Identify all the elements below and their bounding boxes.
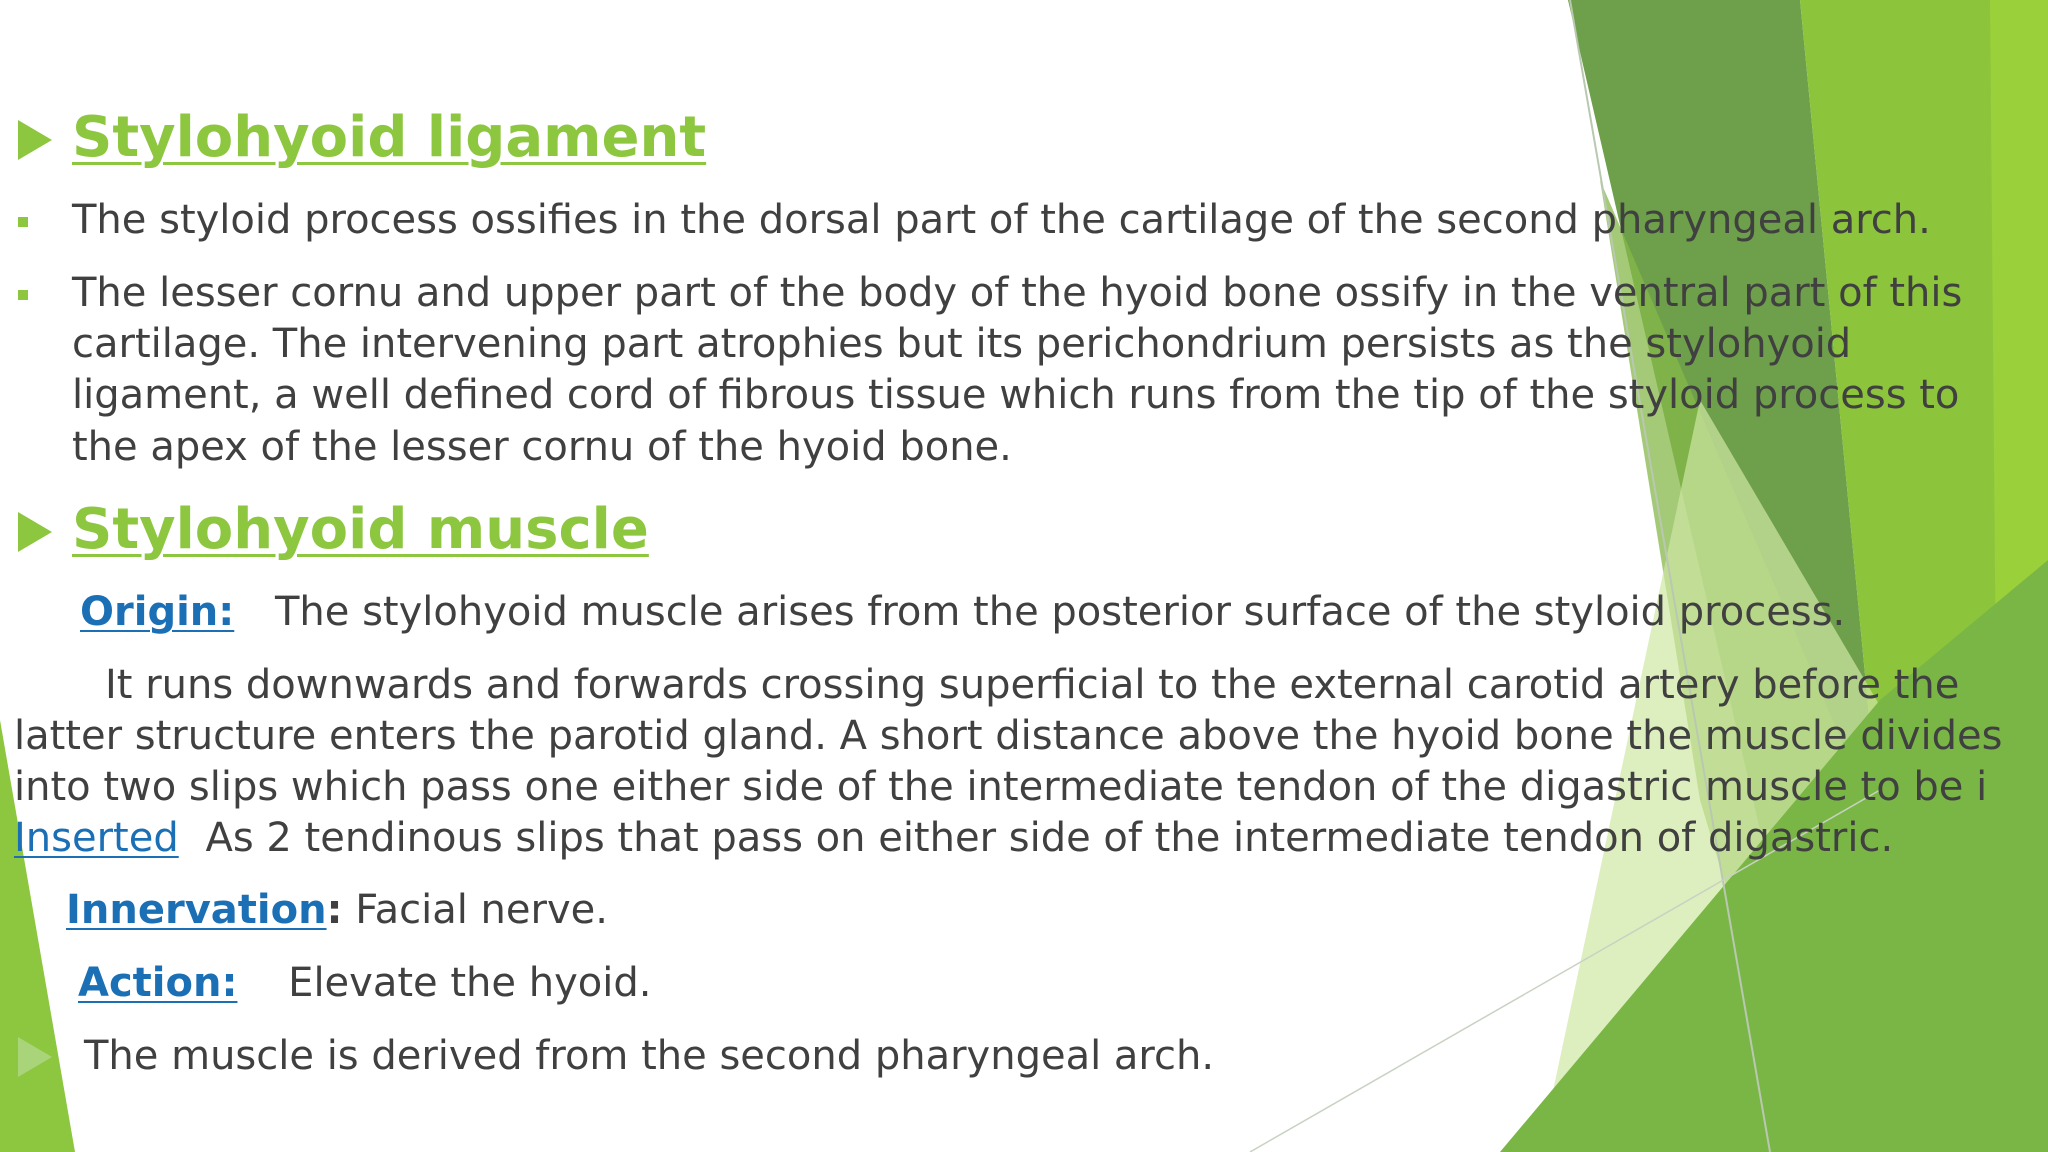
- inserted-text: As 2 tendinous slips that pass on either side of the intermediate tendon of digastric.: [205, 815, 1894, 861]
- triangle-bullet-icon: [18, 1037, 52, 1077]
- ligament-point-2-line-4: the apex of the lesser cornu of the hyoid bone.: [72, 424, 1012, 470]
- innervation-label: Innervation: [66, 887, 327, 933]
- triangle-bullet-icon: [18, 120, 52, 160]
- ligament-point-1: The styloid process ossifies in the dorsal part of the cartilage of the second pharyngeal arch.: [72, 197, 1931, 243]
- course-line-2: latter structure enters the parotid gland. A short distance above the hyoid bone the muscle divides: [14, 713, 2003, 759]
- origin-label: Origin:: [80, 589, 235, 635]
- ligament-point-2-line-3: ligament, a well defined cord of fibrous tissue which runs from the tip of the styloid process to: [72, 372, 1960, 418]
- triangle-bullet-icon: [18, 512, 52, 552]
- innervation-text: Facial nerve.: [342, 887, 608, 933]
- derivation-point: The muscle is derived from the second pharyngeal arch.: [84, 1033, 1215, 1079]
- inserted-label: Inserted: [14, 815, 179, 861]
- course-line-3: into two slips which pass one either side of the intermediate tendon of the digastric muscle to be i: [14, 764, 1988, 810]
- innervation-colon: :: [326, 887, 343, 933]
- action-text: Elevate the hyoid.: [288, 960, 652, 1006]
- section-heading-stylohyoid-muscle: Stylohyoid muscle: [72, 497, 649, 562]
- inserted-row: [14, 812, 1893, 864]
- innervation-row: [66, 884, 608, 936]
- origin-text: The stylohyoid muscle arises from the posterior surface of the styloid process.: [274, 589, 1846, 635]
- ligament-point-2-line-2: cartilage. The intervening part atrophies but its perichondrium persists as the stylohyoid: [72, 321, 1852, 367]
- origin-row: [80, 586, 1845, 638]
- square-bullet-icon: [18, 217, 28, 227]
- ligament-point-2-line-1: The lesser cornu and upper part of the body of the hyoid bone ossify in the ventral part of this: [72, 270, 1963, 316]
- square-bullet-icon: [18, 290, 28, 300]
- action-row: [78, 957, 651, 1009]
- section-heading-stylohyoid-ligament: Stylohyoid ligament: [72, 105, 707, 170]
- action-label: Action:: [78, 960, 238, 1006]
- course-line-1: It runs downwards and forwards crossing superficial to the external carotid artery before the: [105, 662, 1960, 708]
